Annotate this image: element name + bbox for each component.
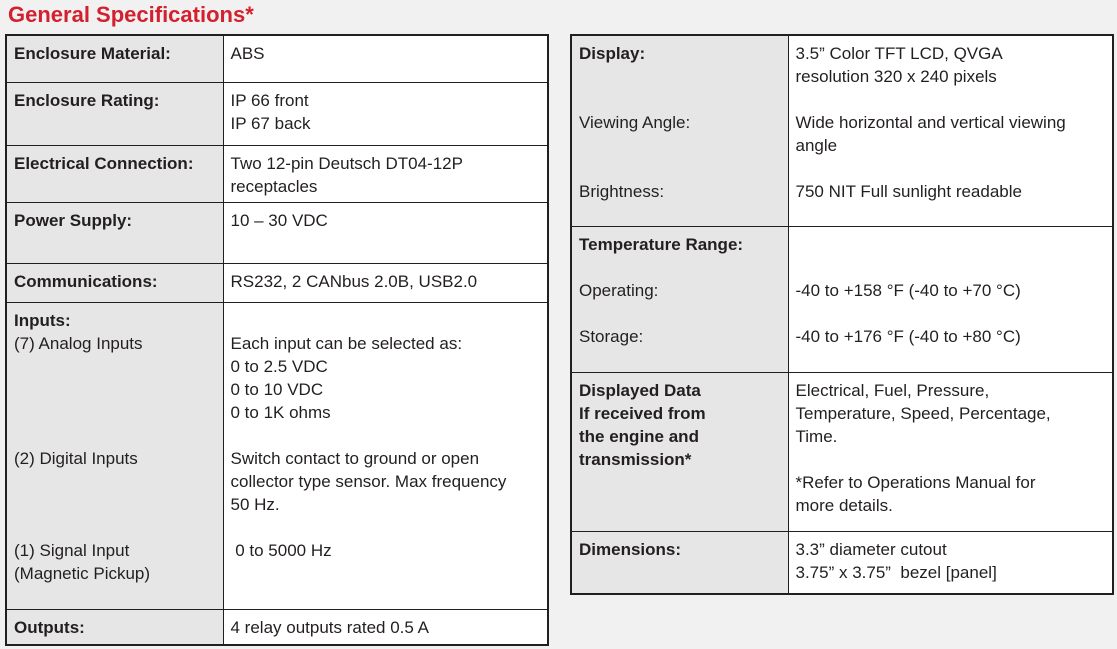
displayed-data-label: the engine and: [579, 426, 699, 446]
temperature-label-cell: [571, 226, 788, 372]
storage-value: -40 to +176 °F (-40 to +80 °C): [795, 326, 1021, 346]
table-row: [6, 263, 548, 302]
analog-inputs-label: (7) Analog Inputs: [14, 333, 143, 353]
table-row: [6, 609, 548, 645]
displayed-data-note: more details.: [795, 495, 893, 515]
table-row: [6, 82, 548, 145]
analog-input-desc: Each input can be selected as:: [230, 333, 463, 353]
displayed-data-note: *Refer to Operations Manual for: [795, 472, 1036, 492]
enclosure-material-value: ABS: [223, 35, 548, 82]
displayed-data-label: Displayed Data: [579, 380, 701, 400]
temperature-label: Temperature Range:: [579, 234, 744, 254]
table-row: [6, 202, 548, 263]
enclosure-material-label: Enclosure Material:: [6, 35, 223, 82]
display-value: resolution 320 x 240 pixels: [795, 67, 997, 86]
signal-input-value: 0 to 5000 Hz: [230, 540, 332, 560]
table-row: [6, 302, 548, 609]
analog-option: 0 to 1K ohms: [230, 402, 331, 422]
digital-input-desc: collector type sensor. Max frequency: [230, 471, 507, 491]
displayed-data-value: Electrical, Fuel, Pressure,: [795, 380, 990, 400]
dimensions-value: 3.3” diameter cutout: [795, 539, 947, 559]
digital-input-desc: Switch contact to ground or open: [230, 448, 480, 468]
displayed-data-value: Time.: [795, 426, 838, 446]
enclosure-rating-label: Enclosure Rating:: [6, 82, 223, 145]
displayed-data-value: Temperature, Speed, Percentage,: [795, 403, 1051, 423]
operating-value: -40 to +158 °F (-40 to +70 °C): [795, 280, 1021, 300]
storage-label: Storage:: [579, 326, 644, 346]
electrical-connection-value: Two 12-pin Deutsch DT04-12P receptacles: [223, 145, 548, 202]
dimensions-value: 3.75” x 3.75” bezel [panel]: [795, 562, 997, 582]
displayed-data-label: transmission*: [579, 449, 692, 469]
page-title: General Specifications*: [8, 2, 254, 27]
temperature-value-cell: [788, 226, 1113, 372]
power-supply-value: 10 – 30 VDC: [223, 202, 548, 263]
enclosure-rating-value: IP 66 front IP 67 back: [223, 82, 548, 145]
table-row: [571, 372, 1113, 531]
table-row: [571, 531, 1113, 594]
outputs-label: Outputs:: [6, 609, 223, 645]
table-row: [6, 35, 548, 82]
displayed-data-label: If received from: [579, 403, 706, 423]
communications-label: Communications:: [6, 263, 223, 302]
outputs-value: 4 relay outputs rated 0.5 A: [223, 609, 548, 645]
left-spec-table: [5, 34, 549, 646]
display-label-cell: [571, 35, 788, 226]
viewing-angle-label: Viewing Angle:: [579, 113, 691, 132]
display-value-cell: [788, 35, 1113, 226]
electrical-connection-label: Electrical Connection:: [6, 145, 223, 202]
viewing-angle-value: Wide horizontal and vertical viewing: [795, 113, 1066, 132]
power-supply-label: Power Supply:: [6, 202, 223, 263]
signal-input-label: (1) Signal Input: [14, 540, 130, 560]
digital-input-desc: 50 Hz.: [230, 494, 280, 514]
dimensions-label: Dimensions:: [571, 531, 788, 594]
analog-option: 0 to 10 VDC: [230, 379, 324, 399]
brightness-label: Brightness:: [579, 182, 665, 201]
communications-value: RS232, 2 CANbus 2.0B, USB2.0: [223, 263, 548, 302]
analog-option: 0 to 2.5 VDC: [230, 356, 328, 376]
viewing-angle-value: angle: [795, 136, 838, 155]
display-label: Display:: [579, 44, 646, 63]
table-row: [6, 145, 548, 202]
brightness-value: 750 NIT Full sunlight readable: [795, 182, 1022, 201]
dimensions-value-cell: [788, 531, 1113, 594]
displayed-data-label-cell: [571, 372, 788, 531]
operating-label: Operating:: [579, 280, 659, 300]
signal-input-sublabel: (Magnetic Pickup): [14, 563, 151, 583]
display-value: 3.5” Color TFT LCD, QVGA: [795, 44, 1003, 63]
table-row: [571, 226, 1113, 372]
right-spec-table: [570, 34, 1114, 595]
inputs-label: Inputs:: [14, 310, 71, 330]
table-row: [571, 35, 1113, 226]
inputs-value-cell: [223, 302, 548, 609]
digital-inputs-label: (2) Digital Inputs: [14, 448, 138, 468]
displayed-data-value-cell: [788, 372, 1113, 531]
inputs-label-cell: [6, 302, 223, 609]
